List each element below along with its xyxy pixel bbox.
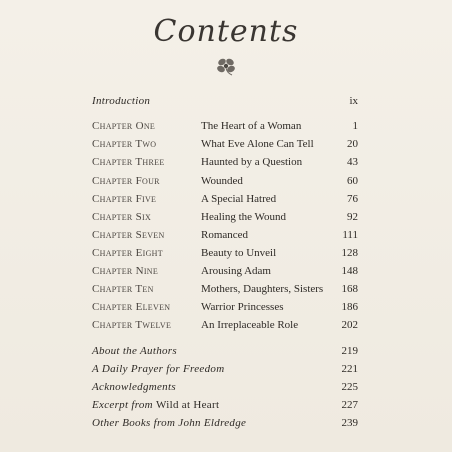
- toc-entry-chapter-seven[interactable]: [0, 226, 452, 244]
- chapter-title: Healing the Wound: [201, 211, 287, 223]
- toc-entry-chapter-six[interactable]: [0, 208, 452, 226]
- chapter-title: Arousing Adam: [201, 265, 271, 277]
- entry-label: Acknowledgments: [92, 381, 176, 393]
- page-number: 148: [341, 265, 358, 277]
- page-number: 219: [341, 345, 358, 357]
- page-number: ix: [349, 95, 358, 107]
- page-number: 128: [341, 247, 358, 259]
- entry-label-book-title: Wild at Heart: [155, 399, 220, 411]
- chapter-title: Romanced: [201, 229, 249, 241]
- page-number: 202: [341, 319, 358, 331]
- entry-label: A Daily Prayer for Freedom: [92, 363, 225, 375]
- chapter-label: Chapter Three: [92, 156, 165, 168]
- page-number: 1: [352, 120, 358, 132]
- page-title: Contents: [153, 14, 299, 49]
- page-number: 76: [347, 193, 358, 205]
- toc-entry-chapter-nine[interactable]: [0, 262, 452, 280]
- toc-entry-chapter-ten[interactable]: [0, 280, 452, 298]
- chapter-label: Chapter Nine: [92, 265, 159, 277]
- chapter-label: Chapter Eight: [92, 247, 163, 259]
- page-number: 43: [347, 156, 358, 168]
- toc-entry-chapter-eight[interactable]: [0, 244, 452, 262]
- chapter-label: Chapter Five: [92, 193, 157, 205]
- toc-entry-daily-prayer[interactable]: [0, 360, 452, 378]
- chapter-title: Wounded: [201, 175, 243, 187]
- toc-entry-other-books[interactable]: [0, 414, 452, 432]
- chapter-title: What Eve Alone Can Tell: [201, 138, 314, 150]
- page-number: 20: [347, 138, 358, 150]
- page-number: 227: [341, 399, 358, 411]
- chapter-title: Haunted by a Question: [201, 156, 303, 168]
- chapter-label: Chapter Two: [92, 138, 157, 150]
- page-number: 92: [347, 211, 358, 223]
- chapter-label: Chapter Ten: [92, 283, 154, 295]
- chapter-title: Beauty to Unveil: [201, 247, 277, 259]
- page-number: 60: [347, 175, 358, 187]
- entry-label: Other Books from John Eldredge: [92, 417, 247, 429]
- chapter-label: Chapter Eleven: [92, 301, 171, 313]
- page-number: 239: [341, 417, 358, 429]
- chapter-title: An Irreplaceable Role: [201, 319, 299, 331]
- toc-entry-chapter-eleven[interactable]: [0, 298, 452, 316]
- entry-label: About the Authors: [92, 345, 177, 357]
- toc-entry-chapter-three[interactable]: [0, 153, 452, 171]
- toc-entry-introduction[interactable]: [0, 92, 452, 110]
- toc-entry-acknowledgments[interactable]: [0, 378, 452, 396]
- toc-entry-about-authors[interactable]: [0, 342, 452, 360]
- chapter-label: Chapter Six: [92, 211, 152, 223]
- toc-entry-chapter-one[interactable]: [0, 117, 452, 135]
- chapter-label: Chapter Seven: [92, 229, 165, 241]
- chapter-label: Chapter One: [92, 120, 156, 132]
- entry-label: [92, 396, 219, 414]
- floral-ornament-icon: [212, 55, 240, 77]
- page-number: 225: [341, 381, 358, 393]
- chapter-title: The Heart of a Woman: [201, 120, 302, 132]
- toc-entry-chapter-twelve[interactable]: [0, 316, 452, 334]
- toc-entry-excerpt[interactable]: [0, 396, 452, 414]
- page-number: 111: [342, 229, 358, 241]
- chapter-title: A Special Hatred: [201, 193, 277, 205]
- chapter-title: Warrior Princesses: [201, 301, 284, 313]
- entry-label-prefix: Excerpt from: [92, 399, 156, 411]
- chapter-label: Chapter Four: [92, 175, 160, 187]
- toc-entry-chapter-five[interactable]: [0, 190, 452, 208]
- page-number: 221: [341, 363, 358, 375]
- toc-entry-chapter-four[interactable]: [0, 172, 452, 190]
- chapter-label: Chapter Twelve: [92, 319, 172, 331]
- chapter-title: Mothers, Daughters, Sisters: [201, 283, 324, 295]
- page-number: 186: [341, 301, 358, 313]
- entry-label: Introduction: [92, 95, 151, 107]
- page-number: 168: [341, 283, 358, 295]
- toc-entry-chapter-two[interactable]: [0, 135, 452, 153]
